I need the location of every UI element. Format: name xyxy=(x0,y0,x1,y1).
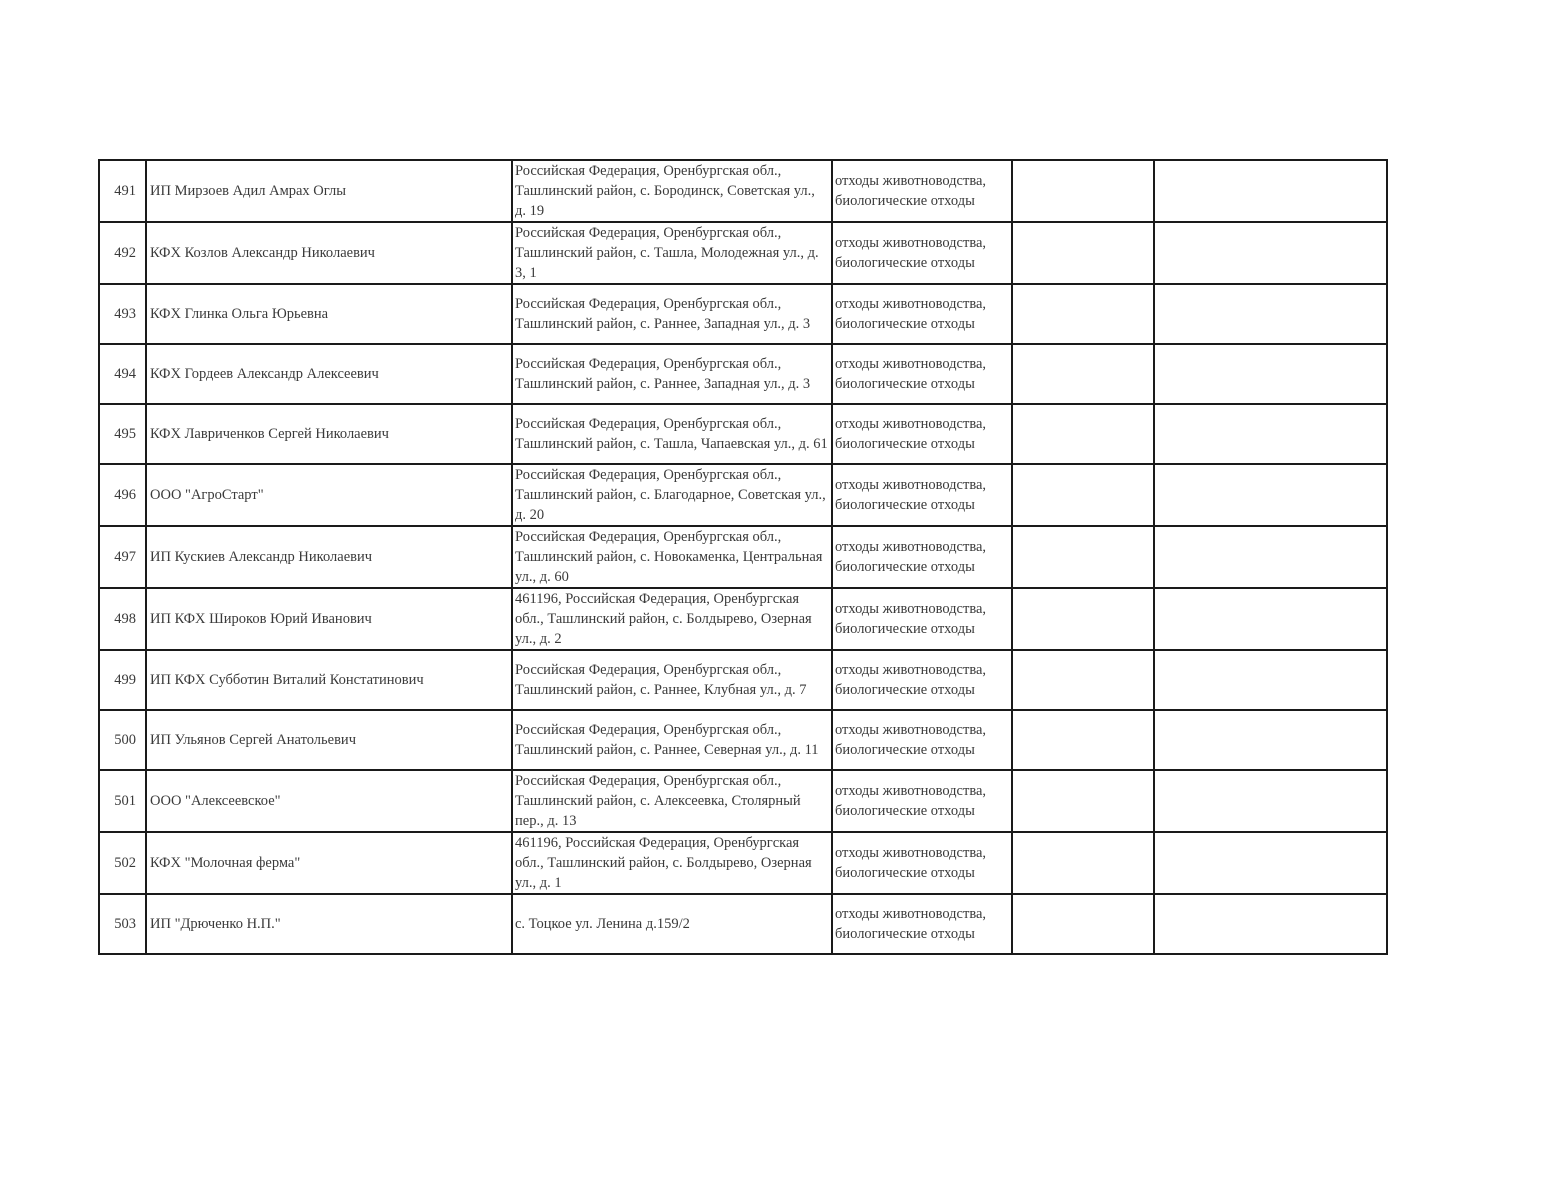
row-number-cell xyxy=(99,710,146,770)
waste-type: отходы животноводства, биологические отходы xyxy=(835,296,987,332)
address-cell xyxy=(512,160,832,222)
empty-cell-5 xyxy=(1012,710,1154,770)
address: Российская Федерация, Оренбургская обл., Ташлинский район, с. Раннее, Западная ул., д. 3 xyxy=(515,356,811,392)
empty-cell-6 xyxy=(1154,650,1387,710)
address: Российская Федерация, Оренбургская обл., Ташлинский район, с. Раннее, Клубная ул., д. 7 xyxy=(515,662,807,698)
waste-type: отходы животноводства, биологические отходы xyxy=(835,356,987,392)
row-number: 496 xyxy=(114,487,136,503)
waste-type-cell xyxy=(832,284,1012,344)
empty-cell-5 xyxy=(1012,404,1154,464)
waste-type: отходы животноводства, биологические отходы xyxy=(835,173,987,209)
waste-type-cell xyxy=(832,770,1012,832)
address: 461196, Российская Федерация, Оренбургская обл., Ташлинский район, с. Болдырево, Озерная ул., д. 1 xyxy=(515,835,812,891)
empty-cell-6 xyxy=(1154,464,1387,526)
row-number: 503 xyxy=(114,916,136,932)
address-cell xyxy=(512,650,832,710)
empty-cell-5 xyxy=(1012,222,1154,284)
organization-name-cell xyxy=(146,710,512,770)
table-row xyxy=(99,404,1387,464)
empty-cell-6 xyxy=(1154,588,1387,650)
address: Российская Федерация, Оренбургская обл., Ташлинский район, с. Алексеевка, Столярный пер., д. 13 xyxy=(515,773,801,829)
registry-table-body xyxy=(99,160,1387,954)
address: Российская Федерация, Оренбургская обл., Ташлинский район, с. Благодарное, Советская ул., д. 20 xyxy=(515,467,826,523)
row-number-cell xyxy=(99,832,146,894)
empty-cell-5 xyxy=(1012,832,1154,894)
row-number-cell xyxy=(99,526,146,588)
organization-name-cell xyxy=(146,588,512,650)
address-cell xyxy=(512,464,832,526)
waste-type-cell xyxy=(832,222,1012,284)
table-row xyxy=(99,284,1387,344)
empty-cell-5 xyxy=(1012,160,1154,222)
address: Российская Федерация, Оренбургская обл., Ташлинский район, с. Бородинск, Советская ул., д. 19 xyxy=(515,163,815,219)
organization-name: ООО "АгроСтарт" xyxy=(150,487,264,503)
empty-cell-6 xyxy=(1154,344,1387,404)
address: Российская Федерация, Оренбургская обл., Ташлинский район, с. Ташла, Чапаевская ул., д. 61 xyxy=(515,416,828,452)
empty-cell-6 xyxy=(1154,710,1387,770)
address: Российская Федерация, Оренбургская обл., Ташлинский район, с. Раннее, Западная ул., д. 3 xyxy=(515,296,811,332)
row-number-cell xyxy=(99,650,146,710)
organization-name-cell xyxy=(146,526,512,588)
empty-cell-6 xyxy=(1154,284,1387,344)
empty-cell-6 xyxy=(1154,526,1387,588)
address-cell xyxy=(512,284,832,344)
waste-type-cell xyxy=(832,588,1012,650)
address: Российская Федерация, Оренбургская обл., Ташлинский район, с. Ташла, Молодежная ул., д. 3, 1 xyxy=(515,225,819,281)
empty-cell-6 xyxy=(1154,894,1387,954)
waste-type-cell xyxy=(832,404,1012,464)
waste-type-cell xyxy=(832,710,1012,770)
empty-cell-5 xyxy=(1012,464,1154,526)
organization-name-cell xyxy=(146,404,512,464)
row-number: 491 xyxy=(114,183,136,199)
organization-name-cell xyxy=(146,650,512,710)
empty-cell-5 xyxy=(1012,894,1154,954)
organization-name: ИП КФХ Субботин Виталий Констатинович xyxy=(150,672,424,688)
empty-cell-6 xyxy=(1154,160,1387,222)
empty-cell-5 xyxy=(1012,344,1154,404)
address-cell xyxy=(512,526,832,588)
address-cell xyxy=(512,894,832,954)
table-row xyxy=(99,526,1387,588)
organization-name: КФХ "Молочная ферма" xyxy=(150,855,301,871)
row-number-cell xyxy=(99,222,146,284)
waste-type-cell xyxy=(832,650,1012,710)
row-number: 492 xyxy=(114,245,136,261)
row-number: 495 xyxy=(114,426,136,442)
row-number: 502 xyxy=(114,855,136,871)
organization-name: ООО "Алексеевское" xyxy=(150,793,281,809)
waste-type: отходы животноводства, биологические отходы xyxy=(835,477,987,513)
organization-name-cell xyxy=(146,160,512,222)
waste-type: отходы животноводства, биологические отходы xyxy=(835,416,987,452)
row-number-cell xyxy=(99,344,146,404)
empty-cell-6 xyxy=(1154,404,1387,464)
waste-type: отходы животноводства, биологические отходы xyxy=(835,539,987,575)
organization-name: КФХ Козлов Александр Николаевич xyxy=(150,245,375,261)
waste-type-cell xyxy=(832,344,1012,404)
table-row xyxy=(99,588,1387,650)
row-number-cell xyxy=(99,404,146,464)
table-row xyxy=(99,710,1387,770)
row-number: 497 xyxy=(114,549,136,565)
waste-type-cell xyxy=(832,464,1012,526)
waste-type: отходы животноводства, биологические отходы xyxy=(835,601,987,637)
table-row xyxy=(99,222,1387,284)
registry-table xyxy=(98,159,1388,955)
organization-name: ИП Кускиев Александр Николаевич xyxy=(150,549,373,565)
row-number-cell xyxy=(99,464,146,526)
address-cell xyxy=(512,588,832,650)
table-row xyxy=(99,344,1387,404)
row-number-cell xyxy=(99,588,146,650)
empty-cell-5 xyxy=(1012,770,1154,832)
row-number-cell xyxy=(99,284,146,344)
table-row xyxy=(99,160,1387,222)
empty-cell-5 xyxy=(1012,588,1154,650)
organization-name: КФХ Лавриченков Сергей Николаевич xyxy=(150,426,389,442)
row-number: 494 xyxy=(114,366,136,382)
organization-name-cell xyxy=(146,222,512,284)
waste-type: отходы животноводства, биологические отходы xyxy=(835,662,987,698)
address-cell xyxy=(512,404,832,464)
waste-type-cell xyxy=(832,832,1012,894)
organization-name-cell xyxy=(146,770,512,832)
organization-name-cell xyxy=(146,284,512,344)
organization-name-cell xyxy=(146,344,512,404)
organization-name: КФХ Глинка Ольга Юрьевна xyxy=(150,306,329,322)
organization-name: ИП Мирзоев Адил Амрах Оглы xyxy=(150,183,346,199)
row-number-cell xyxy=(99,770,146,832)
table-row xyxy=(99,894,1387,954)
table-row xyxy=(99,770,1387,832)
organization-name-cell xyxy=(146,832,512,894)
organization-name: ИП Ульянов Сергей Анатольевич xyxy=(150,732,356,748)
organization-name-cell xyxy=(146,894,512,954)
empty-cell-6 xyxy=(1154,770,1387,832)
row-number: 499 xyxy=(114,672,136,688)
waste-type-cell xyxy=(832,526,1012,588)
waste-type: отходы животноводства, биологические отходы xyxy=(835,722,987,758)
organization-name: ИП КФХ Широков Юрий Иванович xyxy=(150,611,372,627)
row-number: 498 xyxy=(114,611,136,627)
address: с. Тоцкое ул. Ленина д.159/2 xyxy=(515,916,690,932)
row-number-cell xyxy=(99,160,146,222)
organization-name-cell xyxy=(146,464,512,526)
waste-type: отходы животноводства, биологические отходы xyxy=(835,845,987,881)
address-cell xyxy=(512,222,832,284)
empty-cell-5 xyxy=(1012,526,1154,588)
table-row xyxy=(99,650,1387,710)
table-row xyxy=(99,464,1387,526)
organization-name: КФХ Гордеев Александр Алексеевич xyxy=(150,366,379,382)
address-cell xyxy=(512,832,832,894)
address-cell xyxy=(512,710,832,770)
table-row xyxy=(99,832,1387,894)
address-cell xyxy=(512,344,832,404)
address-cell xyxy=(512,770,832,832)
row-number: 500 xyxy=(114,732,136,748)
row-number-cell xyxy=(99,894,146,954)
organization-name: ИП "Дрюченко Н.П." xyxy=(150,916,281,932)
empty-cell-6 xyxy=(1154,222,1387,284)
address: Российская Федерация, Оренбургская обл., Ташлинский район, с. Новокаменка, Центральная ул., д. 60 xyxy=(515,529,823,585)
waste-type-cell xyxy=(832,160,1012,222)
row-number: 501 xyxy=(114,793,136,809)
address: 461196, Российская Федерация, Оренбургская обл., Ташлинский район, с. Болдырево, Озерная ул., д. 2 xyxy=(515,591,812,647)
waste-type-cell xyxy=(832,894,1012,954)
waste-type: отходы животноводства, биологические отходы xyxy=(835,906,987,942)
empty-cell-6 xyxy=(1154,832,1387,894)
address: Российская Федерация, Оренбургская обл., Ташлинский район, с. Раннее, Северная ул., д. 11 xyxy=(515,722,819,758)
waste-type: отходы животноводства, биологические отходы xyxy=(835,235,987,271)
waste-type: отходы животноводства, биологические отходы xyxy=(835,783,987,819)
row-number: 493 xyxy=(114,306,136,322)
empty-cell-5 xyxy=(1012,650,1154,710)
empty-cell-5 xyxy=(1012,284,1154,344)
